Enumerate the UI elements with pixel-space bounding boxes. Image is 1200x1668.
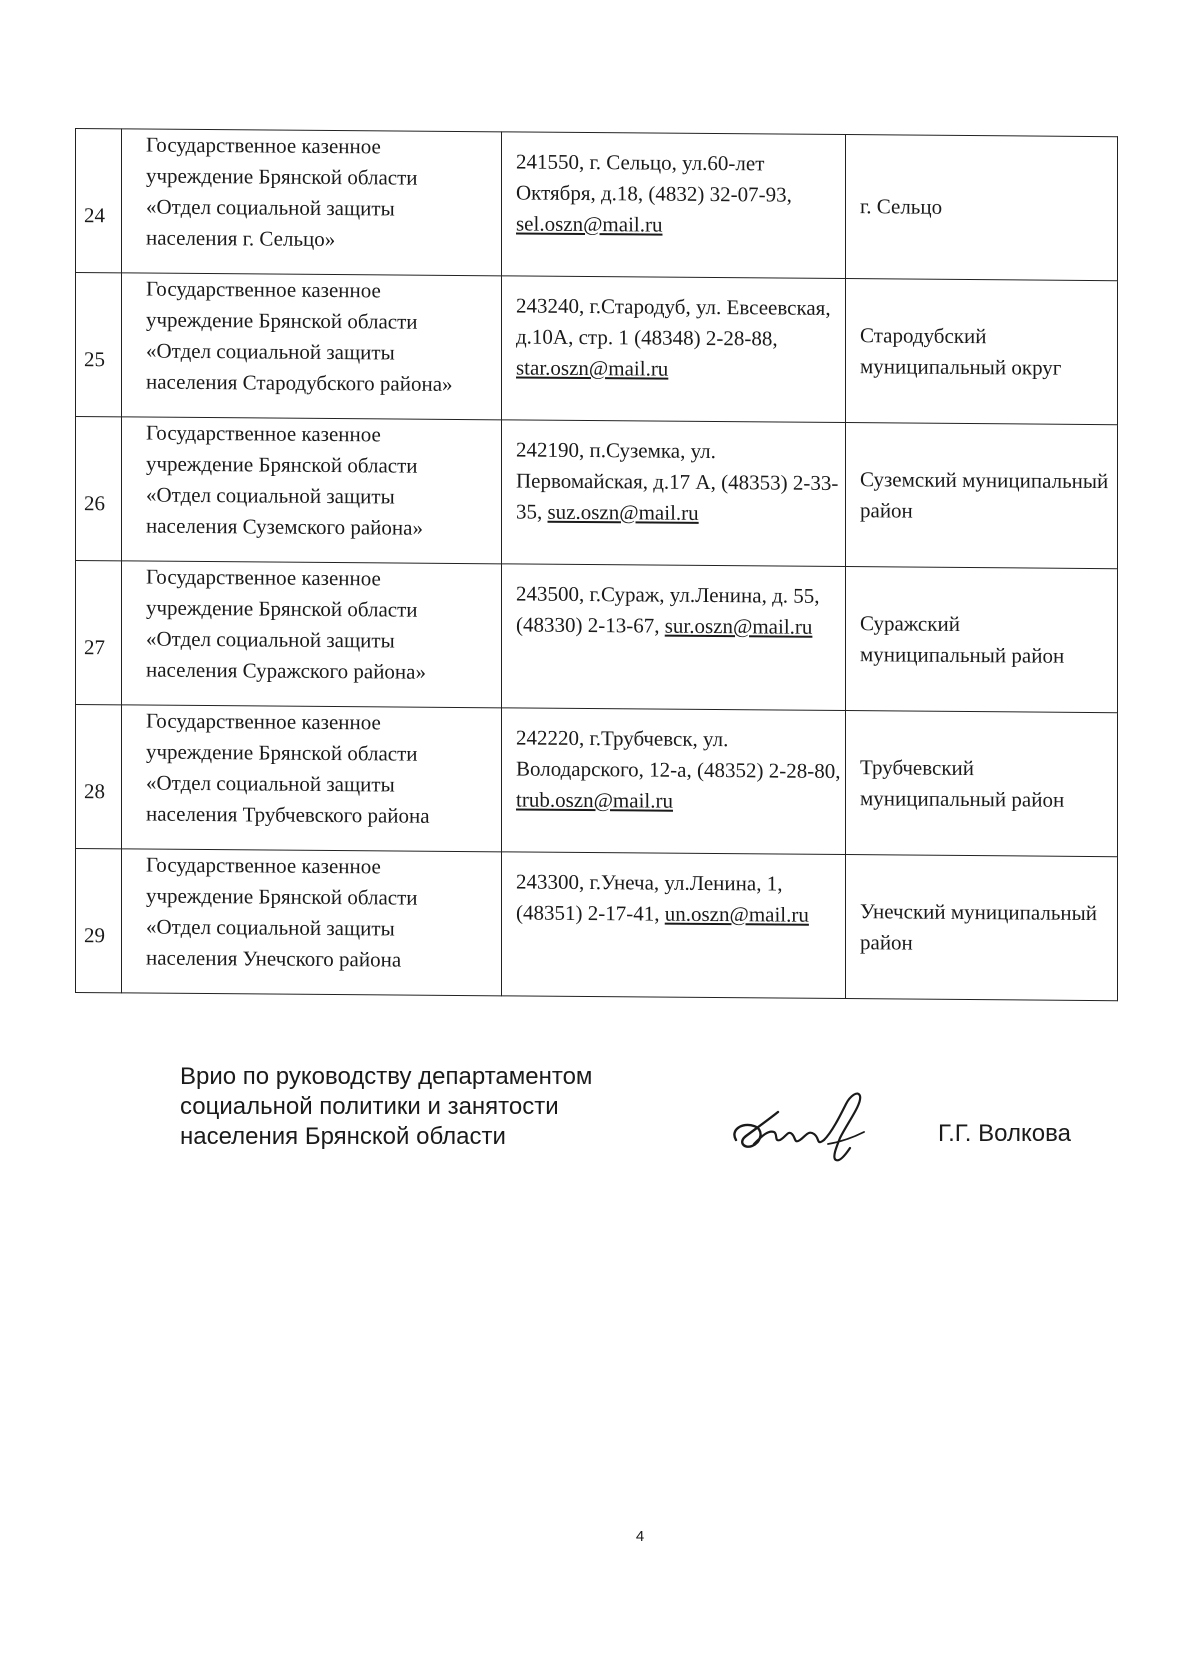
institution-name-line: «Отдел социальной защиты — [146, 482, 395, 509]
service-area: Трубчевский муниципальный район — [846, 711, 1118, 857]
institution-address — [502, 132, 846, 279]
institution-name-line: Государственное казенное — [146, 276, 381, 303]
signer-position — [180, 1062, 592, 1152]
row-number: 29 — [76, 849, 122, 993]
row-number: 25 — [76, 273, 122, 417]
institution-name — [122, 417, 502, 564]
institution-name-line: «Отдел социальной защиты — [146, 626, 395, 653]
institution-name-line: учреждение Брянской области — [146, 163, 418, 190]
institution-name-line: населения Унечского района — [146, 945, 402, 972]
institution-name-line: «Отдел социальной защиты — [146, 914, 395, 941]
signer-position-line: населения Брянской области — [180, 1123, 506, 1150]
institutions-table — [75, 128, 1118, 1001]
institution-name — [122, 849, 502, 996]
service-area: г. Сельцо — [846, 135, 1118, 281]
institution-name — [122, 273, 502, 420]
row-number: 28 — [76, 705, 122, 849]
institution-name-line: Государственное казенное — [146, 852, 381, 879]
email-link[interactable]: star.oszn@mail.ru — [516, 355, 669, 381]
address-text: 242190, п.Суземка, ул. Первомайская, д.17 А, (48353) 2-33-35, — [516, 437, 839, 524]
institution-name — [122, 705, 502, 852]
institution-name-line: населения Суземского района» — [146, 513, 423, 540]
institution-name-line: учреждение Брянской области — [146, 595, 418, 622]
institution-address — [502, 420, 846, 567]
table-row — [76, 273, 1118, 425]
handwritten-signature — [728, 1082, 878, 1172]
email-link[interactable]: sur.oszn@mail.ru — [664, 613, 813, 639]
institution-name-line: населения Трубчевского района — [146, 801, 430, 828]
row-number: 26 — [76, 417, 122, 561]
institution-name-line: учреждение Брянской области — [146, 451, 418, 478]
institution-name-line: населения г. Сельцо» — [146, 225, 336, 252]
signer-position-line: социальной политики и занятости — [180, 1093, 559, 1120]
address-text: 242220, г.Трубчевск, ул. Володарского, 12-а, (48352) 2-28-80, — [516, 725, 841, 784]
institution-address — [502, 708, 846, 855]
email-link[interactable]: suz.oszn@mail.ru — [547, 499, 699, 525]
email-link[interactable]: un.oszn@mail.ru — [664, 901, 809, 927]
address-text: 243500, г.Сураж, ул.Ленина, д. 55, (48330) 2-13-67, — [516, 581, 820, 638]
table-row — [76, 561, 1118, 713]
institution-name — [122, 561, 502, 708]
table-row — [76, 417, 1118, 569]
institution-name-line: учреждение Брянской области — [146, 307, 418, 334]
service-area: Суземский муниципальный район — [846, 423, 1118, 569]
institution-name-line: учреждение Брянской области — [146, 739, 418, 766]
email-link[interactable]: sel.oszn@mail.ru — [516, 211, 663, 237]
service-area: Суражский муниципальный район — [846, 567, 1118, 713]
institution-name — [122, 129, 502, 276]
institution-address — [502, 276, 846, 423]
institution-name-line: «Отдел социальной защиты — [146, 770, 395, 797]
institution-address — [502, 852, 846, 999]
signer-position-line: Врио по руководству департаментом — [180, 1063, 593, 1090]
address-text: 243300, г.Унеча, ул.Ленина, 1, (48351) 2-17-41, — [516, 869, 783, 926]
institution-name-line: населения Суражского района» — [146, 657, 426, 684]
institutions-table-body — [76, 129, 1118, 1001]
service-area: Стародубский муниципальный округ — [846, 279, 1118, 425]
institution-name-line: Государственное казенное — [146, 420, 381, 447]
institution-name-line: Государственное казенное — [146, 708, 381, 735]
institution-name-line: «Отдел социальной защиты — [146, 194, 395, 221]
signer-name: Г.Г. Волкова — [938, 1120, 1071, 1147]
institution-name-line: «Отдел социальной защиты — [146, 338, 395, 365]
address-text: 243240, г.Стародуб, ул. Евсеевская, д.10А, стр. 1 (48348) 2-28-88, — [516, 293, 831, 351]
table-row — [76, 129, 1118, 281]
row-number: 27 — [76, 561, 122, 705]
institution-name-line: Государственное казенное — [146, 132, 381, 159]
row-number: 24 — [76, 129, 122, 273]
table-row — [76, 849, 1118, 1001]
page-number: 4 — [635, 1528, 645, 1545]
institution-name-line: Государственное казенное — [146, 564, 381, 591]
institution-name-line: населения Стародубского района» — [146, 369, 453, 396]
institution-address — [502, 564, 846, 711]
address-text: 241550, г. Сельцо, ул.60-лет Октября, д.18, (4832) 32-07-93, — [516, 149, 792, 207]
service-area: Унечский муниципальный район — [846, 855, 1118, 1001]
institution-name-line: учреждение Брянской области — [146, 883, 418, 910]
email-link[interactable]: trub.oszn@mail.ru — [516, 787, 673, 813]
table-row — [76, 705, 1118, 857]
